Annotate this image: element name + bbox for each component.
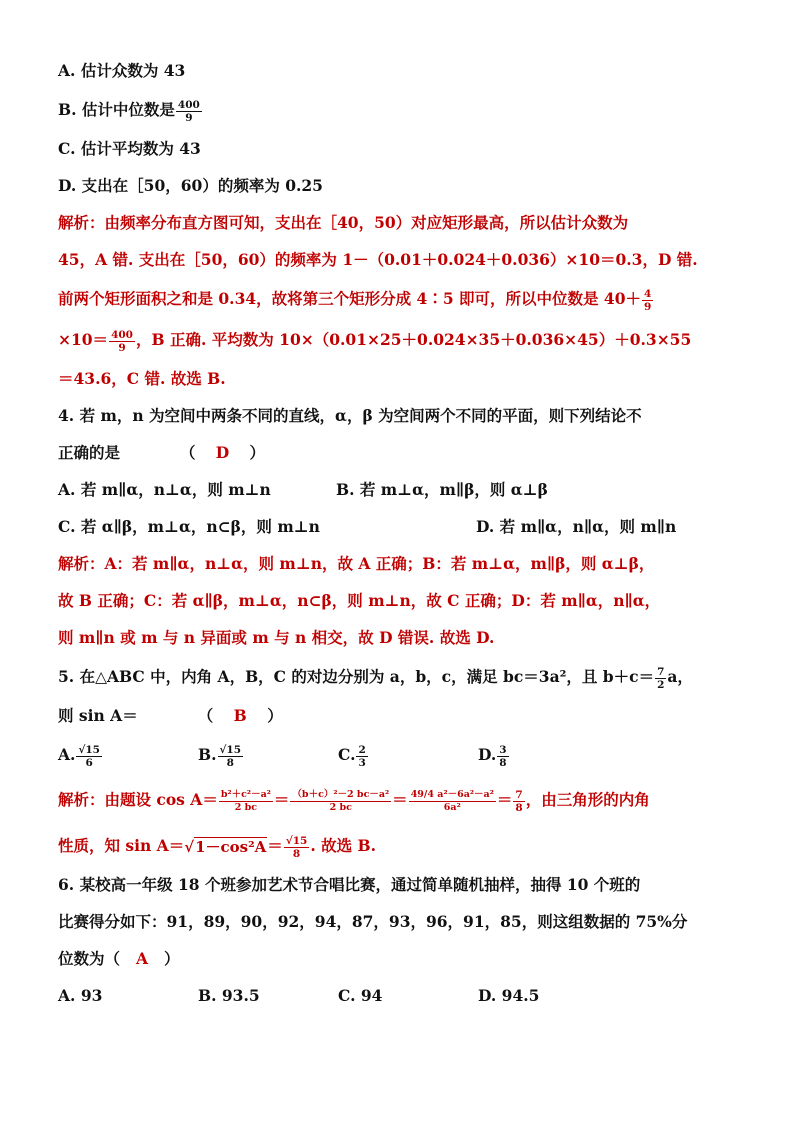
q5-solution xyxy=(58,775,743,866)
square-root: √1－cos²A xyxy=(184,838,267,856)
q5-solution-line: 解析：由题设 cos A＝ $\frac{\text{b²＋c²－a²}}{2 bc}$ ＝ $\frac{\text{（b＋c）²－2 bc－a²}}{2 bc}$ ＝ $\frac{\text{49/4 a²－6a²－a²}}{\text{6a²}}$ ＝ $\frac{7}{8}$ ，由三角形的内角 xyxy=(58,788,650,814)
numerator: b²＋c²－a² xyxy=(220,788,271,800)
fraction xyxy=(513,789,524,814)
q4-solution xyxy=(58,545,743,656)
q5-solution-text: 解析：由题设 cos A＝ xyxy=(58,790,218,809)
q6-stem-line: 比赛得分如下：91，89，90，92，94，87，93，96，91，85，则这组数据的 75%分 xyxy=(58,912,688,931)
fraction xyxy=(356,744,367,769)
numerator: √15 xyxy=(219,743,242,756)
numerator: 7 xyxy=(657,665,665,678)
q5-stem-line xyxy=(58,656,743,697)
q5-solution-text: . 故选 B. xyxy=(310,836,377,855)
q6-stem-text: 位数为（ xyxy=(58,949,121,968)
q6-option-a: A. 93 xyxy=(58,986,103,1005)
q4-solution-line: 故 B 正确；C：若 α∥β，m⊥α，n⊂β，则 m⊥n，故 C 正确；D：若 m∥α，n∥α， xyxy=(58,591,661,610)
q3-solution-line: ＝43.6，C 错. 故选 B. xyxy=(58,369,226,388)
q6-option-d: D. 94.5 xyxy=(478,986,540,1005)
q3-solution xyxy=(58,204,743,397)
numerator: 3 xyxy=(499,743,507,756)
numerator: 2 xyxy=(358,743,366,756)
fraction xyxy=(218,744,244,769)
q3-solution-text: ，B 正确. 平均数为 10×（0.01×25＋0.024×35＋0.036×45）＋0.3×55 xyxy=(135,330,692,349)
q3-solution-text: 前两个矩形面积之和是 0.34，故将第三个矩形分成 4∶5 即可，所以中位数是 40＋ xyxy=(58,289,641,308)
denominator: 6a² xyxy=(443,801,461,813)
q4-answer: D xyxy=(215,443,230,462)
denominator: 8 xyxy=(292,847,301,860)
q6-stem-line: 6. 某校高一年级 18 个班参加艺术节合唱比赛，通过简单随机抽样，抽得 10 个班的 xyxy=(58,875,641,894)
q4-stem-line: 正确的是 （ D ） xyxy=(58,434,743,471)
q4-options-row xyxy=(58,508,743,545)
q6-option-b: B. 93.5 xyxy=(198,986,260,1005)
q6-option-c: C. 94 xyxy=(338,986,383,1005)
fraction xyxy=(109,329,135,354)
fraction xyxy=(76,744,102,769)
q5-stem-text: a， xyxy=(667,667,693,686)
numerator: 49/4 a²－6a²－a² xyxy=(410,788,494,800)
option-label: A. xyxy=(58,745,76,764)
numerator: 400 xyxy=(111,328,133,341)
q5-stem-text: 则 sin A＝ xyxy=(58,706,138,725)
radicand: 15 xyxy=(226,743,242,756)
denominator: 9 xyxy=(185,111,193,124)
radicand: 1－cos²A xyxy=(195,838,267,856)
q5-option-d xyxy=(478,734,618,775)
q5-answer: B xyxy=(233,706,247,725)
q6-options-row xyxy=(58,977,743,1014)
q5-options-row xyxy=(58,734,743,775)
fraction xyxy=(284,835,310,860)
radicand: 15 xyxy=(85,743,100,756)
q5-solution-line xyxy=(58,825,743,866)
denominator: 8 xyxy=(226,756,234,769)
q6-answer: A xyxy=(136,949,149,968)
radicand: 15 xyxy=(292,834,308,847)
q5-option-c xyxy=(338,734,478,775)
q3-option-a: A. 估计众数为 43 xyxy=(58,61,186,80)
fraction xyxy=(219,789,273,814)
denominator: 8 xyxy=(515,801,523,814)
q3-solution-text: ×10＝ xyxy=(58,330,109,349)
denominator: 9 xyxy=(118,341,126,354)
q5-stem-text: 5. 在△ABC 中，内角 A，B，C 的对边分别为 a，b，c，满足 bc＝3a²，且 b＋c＝ xyxy=(58,667,655,686)
q4-stem-text: 正确的是 xyxy=(58,443,121,462)
denominator: 3 xyxy=(358,756,366,769)
q4-option-a: A. 若 m∥α，n⊥α，则 m⊥n xyxy=(58,480,271,499)
q4-options-row xyxy=(58,471,743,508)
q3-option-b-text: B. 估计中位数是 xyxy=(58,100,175,119)
q3-option-b xyxy=(58,89,743,130)
fraction xyxy=(290,789,391,814)
q5-option-b xyxy=(198,734,338,775)
q6-stem-line xyxy=(58,940,743,977)
option-label: D. xyxy=(478,745,497,764)
fraction xyxy=(655,666,666,691)
option-label: B. xyxy=(198,745,217,764)
denominator: 8 xyxy=(499,756,507,769)
q4-solution-line: 则 m∥n 或 m 与 n 异面或 m 与 n 相交，故 D 错误. 故选 D. xyxy=(58,628,495,647)
denominator: 9 xyxy=(643,300,652,313)
q5-solution-text: ＝ xyxy=(267,836,283,855)
numerator: 4 xyxy=(643,287,652,300)
q4-option-d: D. 若 m∥α，n∥α，则 m∥n xyxy=(476,517,677,536)
q3-solution-line: 解析：由频率分布直方图可知，支出在［40，50）对应矩形最高，所以估计众数为 xyxy=(58,213,629,232)
numerator: 400 xyxy=(177,98,200,111)
fraction xyxy=(642,288,653,313)
numerator: √15 xyxy=(285,834,308,847)
fraction xyxy=(409,789,496,814)
q5-solution-text: ，由三角形的内角 xyxy=(525,790,650,809)
q5-solution-text: 性质，知 sin A＝ xyxy=(58,836,185,855)
q3-solution-line xyxy=(58,319,743,360)
q4-option-b: B. 若 m⊥α，m∥β，则 α⊥β xyxy=(336,480,548,499)
denominator: 6 xyxy=(85,756,93,769)
q3-option-c: C. 估计平均数为 43 xyxy=(58,139,201,158)
denominator: 2 xyxy=(657,678,665,691)
q3-option-d: D. 支出在［50，60）的频率为 0.25 xyxy=(58,176,323,195)
q3-solution-line xyxy=(58,278,743,319)
option-label: C. xyxy=(338,745,356,764)
q5-stem-line: 则 sin A＝ （ B ） xyxy=(58,697,743,734)
denominator: 2 bc xyxy=(329,801,352,813)
q3-solution-line: 45，A 错. 支出在［50，60）的频率为 1－（0.01＋0.024＋0.036）×10＝0.3，D 错. xyxy=(58,250,698,269)
numerator: √15 xyxy=(78,743,100,756)
q6-stem-text: ） xyxy=(164,949,180,968)
q4-stem-line: 4. 若 m，n 为空间中两条不同的直线，α，β 为空间两个不同的平面，则下列结论不 xyxy=(58,406,642,425)
worksheet-page xyxy=(58,52,743,1014)
fraction xyxy=(497,744,508,769)
denominator: 2 bc xyxy=(234,801,258,813)
fraction xyxy=(176,99,202,124)
numerator: （b＋c）²－2 bc－a² xyxy=(292,788,390,800)
q4-option-c: C. 若 α∥β，m⊥α，n⊂β，则 m⊥n xyxy=(58,517,320,536)
q4-solution-line: 解析：A：若 m∥α，n⊥α，则 m⊥n，故 A 正确；B：若 m⊥α，m∥β，则 α⊥β， xyxy=(58,554,655,573)
numerator: 7 xyxy=(515,788,523,801)
q5-option-a xyxy=(58,734,198,775)
